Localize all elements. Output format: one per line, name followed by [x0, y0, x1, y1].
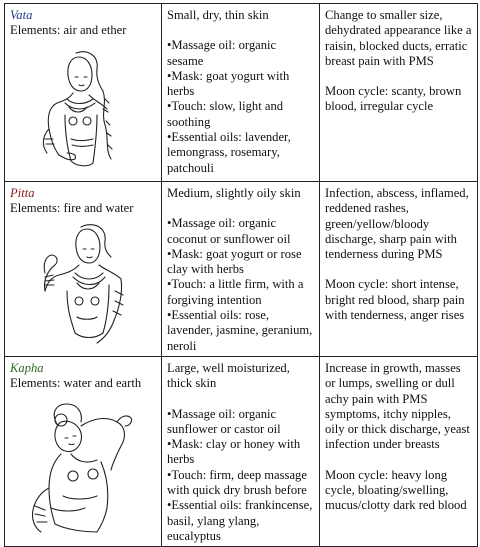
list-item: • Touch: slow, light and soothing — [167, 99, 314, 130]
elements-text: Elements: air and ether — [10, 23, 127, 38]
skin-type-text: Small, dry, thin skin — [167, 8, 269, 22]
list-item: • Essential oils: rose, lavender, jasmine, geranium, neroli — [167, 308, 314, 354]
list-item: • Mask: goat yogurt with herbs — [167, 69, 314, 100]
list-item: • Mask: clay or honey with herbs — [167, 437, 314, 468]
table-row — [5, 356, 478, 546]
skin-type-text: Large, well moisturized, thick skin — [167, 360, 290, 391]
symptoms-text: Infection, abscess, inflamed, reddened rashes, green/yellow/bloody discharge, sharp pain with tenderness during PMS — [325, 186, 469, 262]
list-item: • Essential oils: lavender, lemongrass, rosemary, patchouli — [167, 130, 314, 176]
symptoms-cell — [320, 4, 478, 182]
symptoms-text: Change to smaller size, dehydrated appearance like a raisin, blocked ducts, erratic breast pain with PMS — [325, 8, 472, 68]
symptoms-cell — [320, 182, 478, 357]
list-item: • Massage oil: organic sunflower or castor oil — [167, 407, 314, 438]
list-item: • Massage oil: organic coconut or sunflower oil — [167, 216, 314, 247]
moon-cycle-text: Moon cycle: short intense, bright red blood, sharp pain with tenderness, anger rises — [325, 277, 465, 323]
skin-care-cell — [162, 356, 320, 546]
moon-cycle-text: Moon cycle: heavy long cycle, bloating/swelling, mucus/clotty dark red blood — [325, 467, 467, 513]
pitta-figure-illustration — [23, 221, 143, 345]
elements-text: Elements: water and earth — [10, 376, 142, 391]
skin-type-text: Medium, slightly oily skin — [167, 186, 301, 200]
kapha-figure-illustration — [21, 396, 145, 536]
care-list — [167, 216, 314, 354]
care-list — [167, 38, 314, 176]
dosha-name: Pitta — [10, 186, 35, 200]
list-item: • Touch: firm, deep massage with quick dry brush before — [167, 468, 314, 499]
list-item: • Essential oils: frankincense, basil, ylang ylang, eucalyptus — [167, 498, 314, 544]
list-item: • Mask: goat yogurt or rose clay with herbs — [167, 247, 314, 278]
dosha-name: Vata — [10, 8, 33, 22]
skin-care-cell — [162, 182, 320, 357]
table-row — [5, 182, 478, 357]
symptoms-text: Increase in growth, masses or lumps, swelling or dull achy pain with PMS symptoms, itchy nipples, oily or thick discharge, yeast infection under breasts — [325, 360, 470, 452]
list-item: • Touch: a little firm, with a forgiving intention — [167, 277, 314, 308]
skin-care-cell — [162, 4, 320, 182]
vata-figure-illustration — [27, 43, 139, 175]
dosha-cell — [5, 4, 162, 182]
dosha-table — [4, 3, 478, 547]
moon-cycle-text: Moon cycle: scanty, brown blood, irregular cycle — [325, 84, 462, 114]
care-list — [167, 407, 314, 545]
symptoms-cell — [320, 356, 478, 546]
elements-text: Elements: fire and water — [10, 201, 134, 216]
dosha-name: Kapha — [10, 360, 44, 375]
dosha-cell — [5, 182, 162, 357]
list-item: • Massage oil: organic sesame — [167, 38, 314, 69]
dosha-cell — [5, 356, 162, 546]
table-row — [5, 4, 478, 182]
